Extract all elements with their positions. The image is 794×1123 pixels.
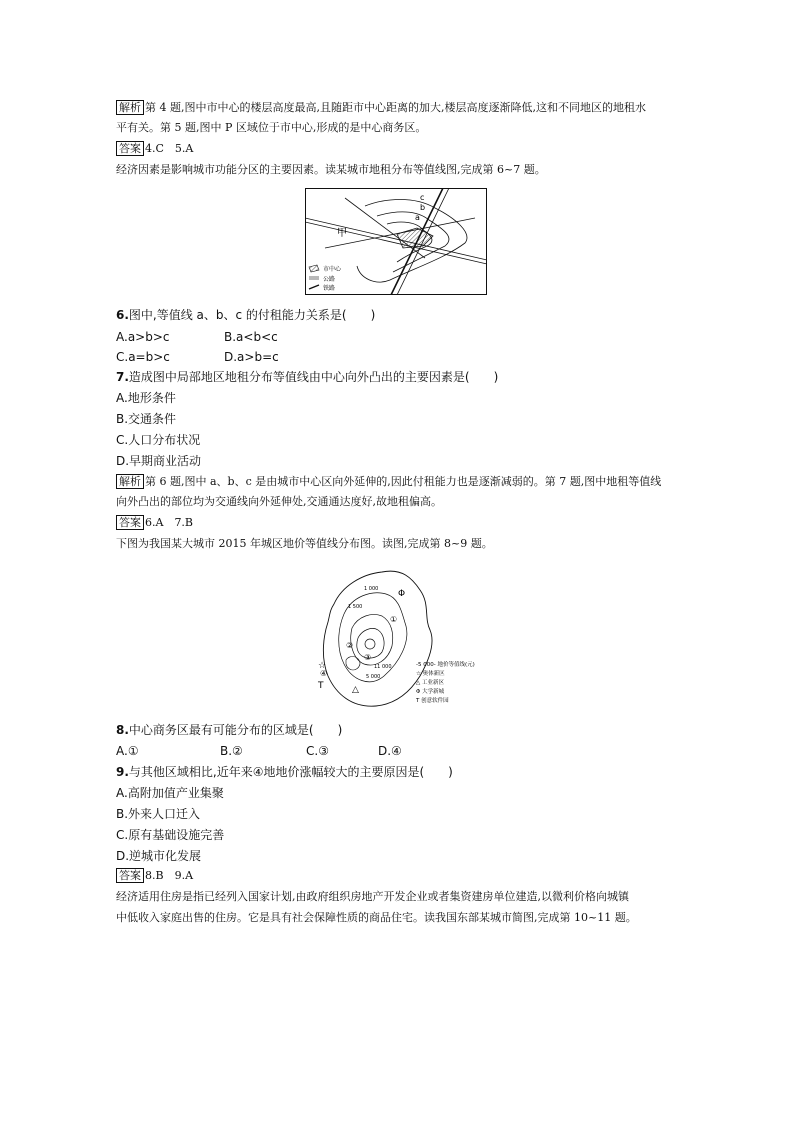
contour-label-3: 11 000 [374, 664, 392, 670]
contour-label-1: 1 000 [364, 586, 379, 592]
analysis-line-2: 平有关。第 5 题,图中 P 区域位于市中心,形成的是中心商务区。 [116, 121, 427, 134]
price-contour-west [346, 657, 360, 670]
q7-option-d[interactable]: D.早期商业活动 [116, 454, 202, 468]
label-b: b [420, 203, 426, 212]
question-9: 9.与其他区域相比,近年来④地地价涨幅较大的主要原因是( ) [116, 765, 453, 779]
contour-label-4: 5 000 [366, 674, 381, 680]
legend-city-center: 市中心 [323, 266, 342, 273]
q6-option-a[interactable]: A.a>b>c [116, 330, 170, 344]
answer-line: 答案 4.C 5.A [116, 141, 193, 157]
answer-tag-3: 答案 [116, 868, 144, 883]
analysis-tag: 解析 [116, 100, 144, 115]
legend-railway: 铁路 [323, 285, 336, 292]
q7-option-c[interactable]: C.人口分布状况 [116, 433, 201, 447]
contour-label-2: 1 500 [348, 604, 363, 610]
q8-option-a[interactable]: A.① [116, 744, 139, 758]
q8-option-c[interactable]: C.③ [306, 744, 329, 758]
price-contour-core [365, 639, 375, 649]
university-town-icon: Φ [398, 589, 406, 599]
olympic-new-area-icon: ☆ [318, 661, 327, 671]
price-map-legend [415, 660, 475, 704]
q9-option-d[interactable]: D.逆城市化发展 [116, 849, 202, 863]
q8-option-b[interactable]: B.② [220, 744, 243, 758]
analysis-tag-2: 解析 [116, 474, 144, 489]
svg-text:T 创意软件园: T 创意软件园 [416, 698, 449, 704]
intro-6-7: 经济因素是影响城市功能分区的主要因素。读某城市地租分布等值线图,完成第 6~7 题。 [116, 163, 546, 176]
svg-text:☆ 奥体新区: ☆ 奥体新区 [416, 671, 445, 677]
rent-contour-map [305, 188, 487, 295]
land-price-map [312, 564, 482, 710]
q6-option-b[interactable]: B.a<b<c [224, 330, 278, 344]
q6-option-c[interactable]: C.a=b>c [116, 350, 170, 364]
answer-8-9: 答案 8.B 9.A [116, 868, 193, 884]
software-park-icon: T [318, 681, 324, 691]
q9-option-a[interactable]: A.高附加值产业集聚 [116, 786, 224, 800]
label-a: a [415, 213, 420, 222]
svg-text:△ 工业新区: △ 工业新区 [416, 680, 444, 686]
q8-option-d[interactable]: D.④ [378, 744, 402, 758]
label-c: c [420, 193, 425, 202]
analysis-line-1: 解析 第 4 题,图中市中心的楼层高度最高,且随距市中心距离的加大,楼层高度逐渐降低,这和不同地区的地租水 [116, 100, 646, 116]
q8-options [116, 743, 402, 759]
region-1: ① [390, 615, 398, 624]
intro-8-9: 下图为我国某大城市 2015 年城区地价等值线分布图。读图,完成第 8~9 题。 [116, 537, 493, 550]
label-jia: 甲 [337, 228, 347, 239]
question-8: 8.中心商务区最有可能分布的区域是( ) [116, 723, 343, 737]
legend-road: 公路 [323, 276, 336, 283]
svg-text:-5 000- 地价等值线(元): -5 000- 地价等值线(元) [416, 662, 475, 668]
analysis-6-7-line-2: 向外凸出的部位均为交通线向外延伸处,交通通达度好,故地租偏高。 [116, 495, 442, 508]
svg-text:Φ 大学新城: Φ 大学新城 [416, 689, 445, 695]
q6-options-2 [116, 349, 279, 365]
industrial-new-area-icon: △ [352, 685, 359, 695]
question-6: 6.图中,等值线 a、b、c 的付租能力关系是( ) [116, 308, 376, 322]
region-3: ③ [364, 653, 372, 662]
intro-10-11-line-1: 经济适用住房是指已经列入国家计划,由政府组织房地产开发企业或者集资建房单位建造,以微利价格向城镇 [116, 890, 629, 903]
q7-option-b[interactable]: B.交通条件 [116, 412, 177, 426]
q7-option-a[interactable]: A.地形条件 [116, 391, 176, 405]
q6-option-d[interactable]: D.a>b=c [224, 350, 279, 364]
question-7: 7.造成图中局部地区地租分布等值线由中心向外凸出的主要因素是( ) [116, 370, 499, 384]
answer-tag-2: 答案 [116, 515, 144, 530]
q9-option-b[interactable]: B.外来人口迁入 [116, 807, 201, 821]
analysis-6-7-line-1: 解析 第 6 题,图中 a、b、c 是由城市中心区向外延伸的,因此付租能力也是逐渐减弱的。第 7 题,图中地租等值线 [116, 474, 661, 490]
q9-option-c[interactable]: C.原有基础设施完善 [116, 828, 225, 842]
intro-10-11-line-2: 中低收入家庭出售的住房。它是具有社会保障性质的商品住宅。读我国东部某城市简图,完成第 10~11 题。 [116, 911, 637, 924]
q6-options-1 [116, 329, 278, 345]
region-4: ④ [320, 669, 328, 678]
region-2: ② [346, 641, 354, 650]
answer-tag: 答案 [116, 141, 144, 156]
answer-6-7: 答案 6.A 7.B [116, 515, 193, 531]
